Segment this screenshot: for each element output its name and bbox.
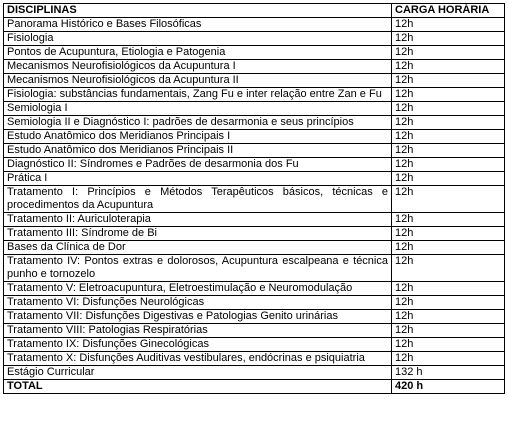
discipline-hours: 12h <box>392 60 505 74</box>
table-row <box>4 158 505 172</box>
discipline-hours: 12h <box>392 213 505 227</box>
discipline-hours: 12h <box>392 255 505 282</box>
discipline-name: Panorama Histórico e Bases Filosóficas <box>4 18 392 32</box>
discipline-name: Estudo Anatômico dos Meridianos Principais I <box>4 130 392 144</box>
discipline-hours: 12h <box>392 352 505 366</box>
total-hours: 420 h <box>392 380 505 394</box>
discipline-name: Semiologia II e Diagnóstico I: padrões de desarmonia e seus princípios <box>4 116 392 130</box>
discipline-name: Tratamento III: Síndrome de Bi <box>4 227 392 241</box>
table-header-row <box>4 4 505 18</box>
table-row <box>4 74 505 88</box>
table-row <box>4 241 505 255</box>
discipline-hours: 12h <box>392 186 505 213</box>
discipline-name: Tratamento VII: Disfunções Digestivas e Patologias Genito urinárias <box>4 310 392 324</box>
table-row <box>4 227 505 241</box>
discipline-name: Pontos de Acupuntura, Etiologia e Patogenia <box>4 46 392 60</box>
table-row <box>4 144 505 158</box>
discipline-name: Bases da Clínica de Dor <box>4 241 392 255</box>
discipline-name: Prática I <box>4 172 392 186</box>
discipline-hours: 12h <box>392 338 505 352</box>
course-table-wrapper <box>3 3 505 394</box>
discipline-name: Mecanismos Neurofisiológicos da Acupuntura I <box>4 60 392 74</box>
discipline-hours: 12h <box>392 310 505 324</box>
header-carga-horaria: CARGA HORÁRIA <box>392 4 505 18</box>
discipline-hours: 12h <box>392 46 505 60</box>
discipline-name: Tratamento IV: Pontos extras e dolorosos, Acupuntura escalpeana e técnica punho e tornozelo <box>4 255 392 282</box>
table-row <box>4 116 505 130</box>
discipline-name: Fisiologia: substâncias fundamentais, Zang Fu e inter relação entre Zan e Fu <box>4 88 392 102</box>
discipline-name: Estudo Anatômico dos Meridianos Principais II <box>4 144 392 158</box>
table-row <box>4 366 505 380</box>
discipline-name: Tratamento I: Princípios e Métodos Terapêuticos básicos, técnicas e procedimentos da Acupuntura <box>4 186 392 213</box>
discipline-hours: 12h <box>392 282 505 296</box>
discipline-hours: 12h <box>392 324 505 338</box>
table-row <box>4 130 505 144</box>
table-row <box>4 324 505 338</box>
course-hours-table <box>3 3 505 394</box>
discipline-name: Tratamento VIII: Patologias Respiratórias <box>4 324 392 338</box>
discipline-hours: 132 h <box>392 366 505 380</box>
table-row <box>4 255 505 282</box>
table-row <box>4 60 505 74</box>
discipline-hours: 12h <box>392 130 505 144</box>
table-row <box>4 282 505 296</box>
table-row <box>4 88 505 102</box>
discipline-name: Tratamento IX: Disfunções Ginecológicas <box>4 338 392 352</box>
discipline-hours: 12h <box>392 158 505 172</box>
discipline-hours: 12h <box>392 74 505 88</box>
discipline-hours: 12h <box>392 18 505 32</box>
discipline-hours: 12h <box>392 32 505 46</box>
discipline-name: Mecanismos Neurofisiológicos da Acupuntura II <box>4 74 392 88</box>
discipline-hours: 12h <box>392 172 505 186</box>
table-row <box>4 213 505 227</box>
discipline-name: Fisiologia <box>4 32 392 46</box>
total-row <box>4 380 505 394</box>
discipline-name: Diagnóstico II: Síndromes e Padrões de desarmonia dos Fu <box>4 158 392 172</box>
table-row <box>4 186 505 213</box>
discipline-name: Estágio Curricular <box>4 366 392 380</box>
discipline-hours: 12h <box>392 296 505 310</box>
discipline-hours: 12h <box>392 116 505 130</box>
table-row <box>4 18 505 32</box>
discipline-name: Tratamento V: Eletroacupuntura, Eletroestimulação e Neuromodulação <box>4 282 392 296</box>
table-row <box>4 102 505 116</box>
discipline-hours: 12h <box>392 102 505 116</box>
discipline-name: Tratamento VI: Disfunções Neurológicas <box>4 296 392 310</box>
header-disciplinas: DISCIPLINAS <box>4 4 392 18</box>
discipline-name: Semiologia I <box>4 102 392 116</box>
table-row <box>4 32 505 46</box>
total-label: TOTAL <box>4 380 392 394</box>
discipline-hours: 12h <box>392 144 505 158</box>
discipline-hours: 12h <box>392 241 505 255</box>
discipline-name: Tratamento X: Disfunções Auditivas vestibulares, endócrinas e psiquiatria <box>4 352 392 366</box>
table-row <box>4 310 505 324</box>
table-row <box>4 352 505 366</box>
discipline-hours: 12h <box>392 88 505 102</box>
table-row <box>4 172 505 186</box>
table-row <box>4 338 505 352</box>
discipline-name: Tratamento II: Auriculoterapia <box>4 213 392 227</box>
table-row <box>4 296 505 310</box>
discipline-hours: 12h <box>392 227 505 241</box>
table-row <box>4 46 505 60</box>
